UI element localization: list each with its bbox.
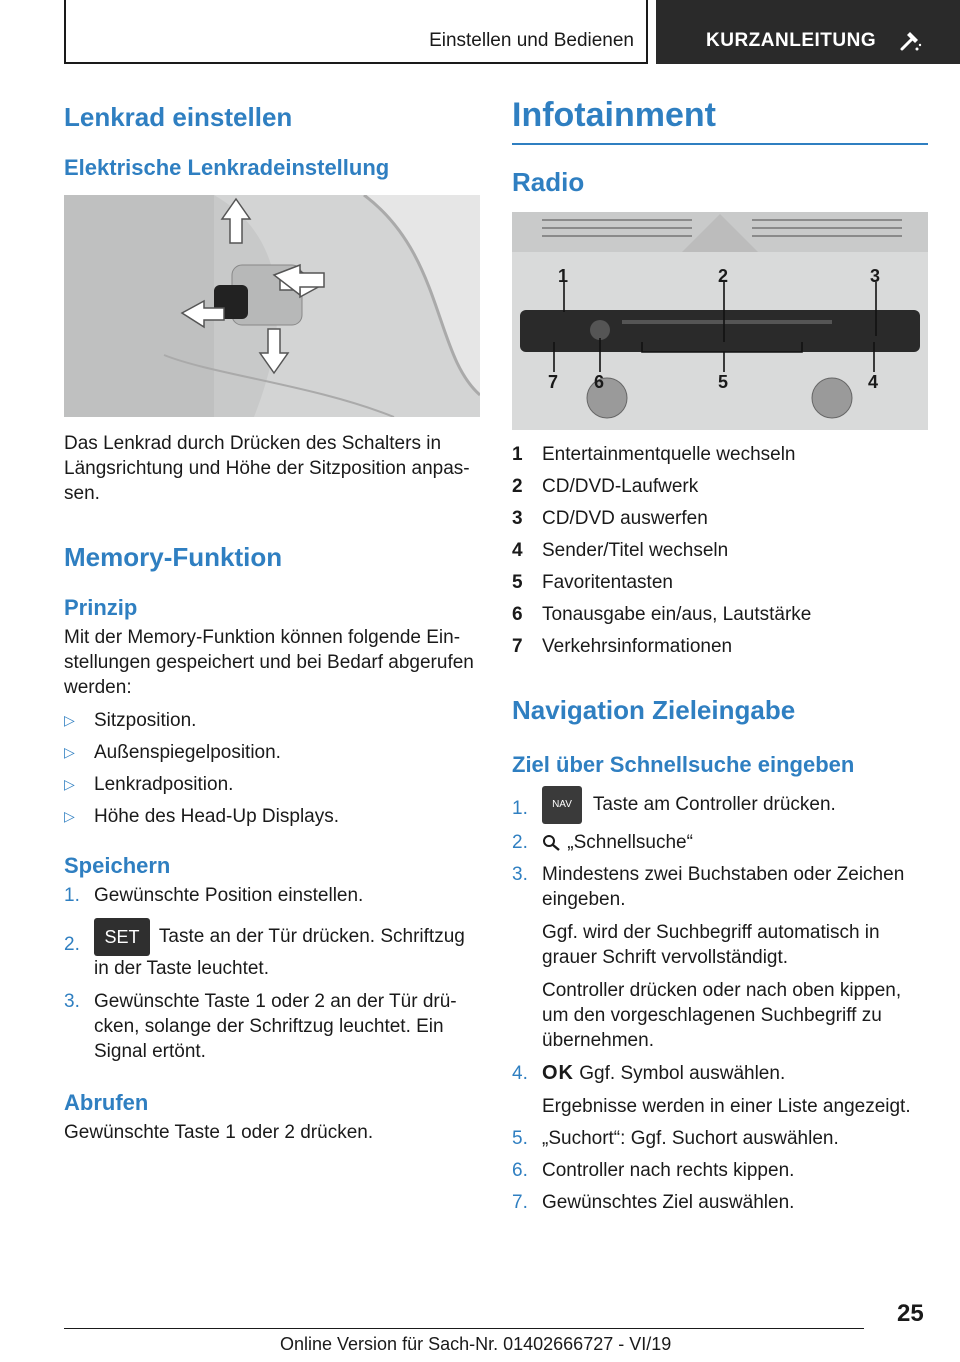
recall-text: Gewünschte Taste 1 oder 2 drücken. — [64, 1122, 374, 1143]
header-chapter-title: KURZANLEITUNG — [706, 30, 877, 51]
radio-photo — [512, 212, 928, 430]
header-section-box — [64, 0, 648, 64]
list-item: 6 Tonausgabe ein/aus, Lautstärke — [512, 604, 812, 625]
list-item: 2. SET Taste an der Tür drücken. Schriftzug in der Taste leuchtet. — [64, 918, 480, 981]
radio-legend-list — [512, 442, 928, 659]
list-item: Controller drücken oder nach oben kippen, um den vorgeschlagenen Suchbegriff zu übernehmen. — [542, 980, 902, 1051]
list-item: 5 Favoritentasten — [512, 572, 673, 593]
list-item: 7 Verkehrsinformationen — [512, 636, 733, 657]
page-number: 25 — [897, 1300, 924, 1327]
search-icon — [542, 834, 562, 852]
list-item: 5. „Suchort“: Ggf. Suchort auswählen. — [512, 1128, 839, 1149]
list-item: 1. Gewünschte Position einstellen. — [64, 885, 364, 906]
list-item: ▷ Außenspiegelposition. — [64, 742, 281, 763]
list-item: 1 Entertainmentquelle wechseln — [512, 444, 796, 465]
heading-quick-search: Ziel über Schnellsuche eingeben — [512, 752, 855, 777]
save-steps-list — [64, 883, 480, 1064]
heading-radio: Radio — [512, 167, 585, 197]
list-item: 4. OK Ggf. Symbol auswählen. — [512, 1062, 786, 1084]
steering-switch-illustration — [64, 195, 480, 417]
radio-callout: 1 — [558, 266, 569, 286]
radio-callout: 4 — [868, 372, 879, 392]
radio-callout: 7 — [548, 372, 559, 392]
heading-recall: Abrufen — [64, 1090, 149, 1115]
list-item: Ggf. wird der Suchbegriff automatisch in grauer Schrift vervollständigt. — [542, 922, 880, 968]
heading-electric-steering: Elektrische Lenkradeinstellung — [64, 155, 390, 180]
list-item: 3 CD/DVD auswerfen — [512, 508, 708, 529]
list-item: 1. NAV Taste am Controller drücken. — [512, 786, 928, 824]
heading-infotainment: Infotainment — [512, 96, 928, 145]
list-item: 2 CD/DVD-Laufwerk — [512, 476, 699, 497]
list-item: 7. Gewünschtes Ziel auswählen. — [512, 1192, 795, 1213]
bullet-marker: ▷ — [64, 712, 75, 728]
heading-steering: Lenkrad einstellen — [64, 102, 293, 132]
bullet-marker: ▷ — [64, 808, 75, 824]
header-chapter-box — [656, 0, 960, 64]
header-section-title: Einstellen und Bedienen — [429, 30, 634, 51]
heading-navigation: Navigation Zieleingabe — [512, 695, 796, 725]
ok-symbol-icon: OK — [542, 1062, 574, 1084]
footer-divider — [64, 1328, 864, 1329]
list-item: 6. Controller nach rechts kippen. — [512, 1160, 795, 1181]
nav-key-icon: NAV — [542, 786, 582, 824]
list-item: ▷ Sitzposition. — [64, 710, 197, 731]
radio-callout: 6 — [594, 372, 605, 392]
heading-save: Speichern — [64, 853, 171, 878]
list-item: 4 Sender/Titel wechseln — [512, 540, 729, 561]
radio-callout: 3 — [870, 266, 881, 286]
footer-online-version: Online Version für Sach-Nr. 01402666727 - VI/19 — [280, 1334, 672, 1354]
wrench-icon — [898, 28, 922, 52]
memory-bullet-list — [64, 708, 480, 829]
principle-text: Mit der Memory-Funktion können folgende Einstellungen gespeichert und bei Bedarf abgerufen werden: — [64, 627, 474, 698]
list-item: Ergebnisse werden in einer Liste angezeigt. — [542, 1096, 911, 1117]
list-item: ▷ Höhe des Head-Up Displays. — [64, 806, 340, 827]
heading-principle: Prinzip — [64, 595, 138, 620]
steering-adjust-photo — [64, 195, 480, 417]
steering-text: Das Lenkrad durch Drücken des Schalters in Längsrichtung und Höhe der Sitzposition anpassen. — [64, 433, 470, 504]
bullet-marker: ▷ — [64, 744, 75, 760]
nav-steps-list — [512, 786, 928, 1215]
right-column — [512, 96, 928, 1215]
bullet-marker: ▷ — [64, 776, 75, 792]
radio-panel-illustration — [512, 212, 928, 430]
heading-memory: Memory-Funktion — [64, 542, 283, 572]
list-item: ▷ Lenkradposition. — [64, 774, 234, 795]
radio-callout: 2 — [718, 266, 729, 286]
list-item: 2. „Schnellsuche“ — [512, 832, 693, 853]
set-key-icon: SET — [94, 918, 150, 956]
list-item: 3. Mindestens zwei Buchstaben oder Zeichen eingeben. — [512, 864, 905, 910]
left-column — [64, 96, 480, 1145]
radio-callout: 5 — [718, 372, 729, 392]
list-item: 3. Gewünschte Taste 1 oder 2 an der Tür drücken, solange der Schriftzug leuchtet. Ein Signal ertönt. — [64, 991, 457, 1062]
